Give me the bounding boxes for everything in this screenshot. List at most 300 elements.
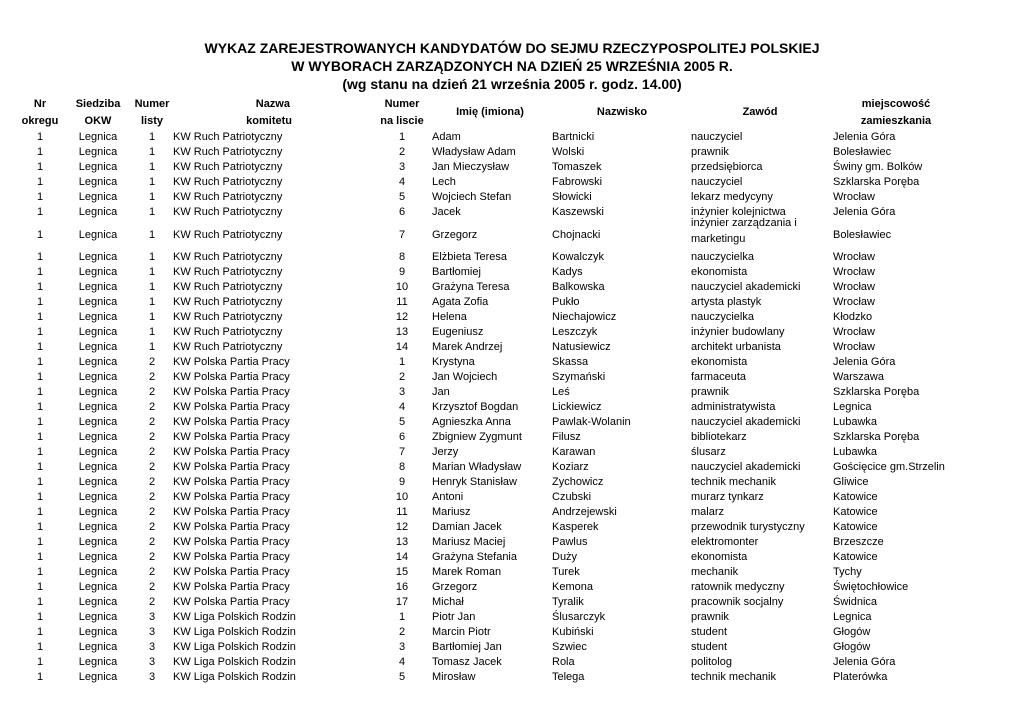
cell-nazwisko: Tyralik [552,596,584,608]
cell-nr-okregu: 1 [36,206,44,218]
cell-siedziba: Legnica [78,401,118,413]
cell-imie: Grzegorz [432,581,478,593]
cell-imie: Helena [432,311,467,323]
cell-siedziba: Legnica [78,611,118,623]
cell-nr-okregu: 1 [36,266,44,278]
cell-nr-okregu: 1 [36,656,44,668]
cell-numer-listy: 2 [148,551,156,563]
cell-nr-okregu: 1 [36,131,44,143]
cell-nazwisko: Wolski [552,146,585,158]
cell-nazwa-komitetu: KW Ruch Patriotyczny [173,191,283,203]
header-miejscowosc-line1: miejscowość [861,98,931,110]
cell-zawod: prawnik [691,146,729,158]
cell-nazwa-komitetu: KW Polska Partia Pracy [173,461,290,473]
cell-numer-listy: 2 [148,581,156,593]
cell-numer-na-liscie: 2 [398,626,406,638]
cell-numer-listy: 2 [148,476,156,488]
cell-numer-na-liscie: 6 [398,431,406,443]
cell-nazwisko: Chojnacki [552,229,601,241]
cell-nazwa-komitetu: KW Polska Partia Pracy [173,371,290,383]
cell-nr-okregu: 1 [36,476,44,488]
cell-nr-okregu: 1 [36,401,44,413]
cell-numer-na-liscie: 5 [398,671,406,683]
cell-siedziba: Legnica [78,551,118,563]
cell-numer-listy: 1 [148,206,156,218]
title-line-1: WYKAZ ZAREJESTROWANYCH KANDYDATÓW DO SEJMU RZECZYPOSPOLITEJ POLSKIEJ [204,40,820,56]
cell-imie: Władysław Adam [432,146,516,158]
cell-numer-na-liscie: 8 [398,251,406,263]
cell-numer-listy: 2 [148,416,156,428]
cell-numer-na-liscie: 5 [398,191,406,203]
cell-siedziba: Legnica [78,371,118,383]
cell-zawod: architekt urbanista [691,341,781,353]
cell-nazwa-komitetu: KW Polska Partia Pracy [173,536,290,548]
cell-nazwa-komitetu: KW Polska Partia Pracy [173,491,290,503]
cell-numer-listy: 2 [148,506,156,518]
cell-imie: Michał [432,596,464,608]
cell-nazwa-komitetu: KW Ruch Patriotyczny [173,296,283,308]
cell-numer-na-liscie: 15 [395,566,409,578]
cell-nazwa-komitetu: KW Polska Partia Pracy [173,356,290,368]
cell-numer-listy: 2 [148,446,156,458]
cell-siedziba: Legnica [78,356,118,368]
cell-miejscowosc: Jelenia Góra [833,356,896,368]
cell-miejscowosc: Jelenia Góra [833,206,896,218]
cell-nazwa-komitetu: KW Ruch Patriotyczny [173,131,283,143]
cell-nr-okregu: 1 [36,551,44,563]
cell-nazwa-komitetu: KW Liga Polskich Rodzin [173,656,296,668]
cell-nazwisko: Leszczyk [552,326,598,338]
cell-zawod: ślusarz [691,446,726,458]
cell-nr-okregu: 1 [36,326,44,338]
cell-nazwa-komitetu: KW Liga Polskich Rodzin [173,671,296,683]
cell-nazwa-komitetu: KW Ruch Patriotyczny [173,326,283,338]
cell-imie: Eugeniusz [432,326,484,338]
cell-numer-listy: 3 [148,656,156,668]
cell-miejscowosc: Katowice [833,491,878,503]
cell-nazwa-komitetu: KW Ruch Patriotyczny [173,229,283,241]
cell-numer-listy: 1 [148,281,156,293]
cell-zawod: bibliotekarz [691,431,747,443]
cell-nazwisko: Kadys [552,266,583,278]
cell-miejscowosc: Bolesławiec [833,229,892,241]
header-imie: Imię (imiona) [456,106,524,118]
header-nr-okregu-line2: okregu [21,115,59,127]
cell-siedziba: Legnica [78,326,118,338]
cell-numer-na-liscie: 4 [398,401,406,413]
cell-siedziba: Legnica [78,281,118,293]
header-numer-na-liscie-line2: na liscie [380,115,424,127]
cell-numer-na-liscie: 14 [395,341,409,353]
cell-numer-na-liscie: 12 [395,521,409,533]
cell-nazwa-komitetu: KW Polska Partia Pracy [173,506,290,518]
cell-nazwa-komitetu: KW Ruch Patriotyczny [173,281,283,293]
cell-zawod: ekonomista [691,266,748,278]
cell-nr-okregu: 1 [36,581,44,593]
cell-numer-listy: 2 [148,401,156,413]
cell-miejscowosc: Szklarska Poręba [833,431,920,443]
cell-nr-okregu: 1 [36,296,44,308]
cell-siedziba: Legnica [78,131,118,143]
cell-nazwisko: Czubski [552,491,592,503]
header-miejscowosc-line2: zamieszkania [860,115,932,127]
cell-miejscowosc: Szklarska Poręba [833,176,920,188]
cell-nazwisko: Kubiński [552,626,594,638]
cell-imie: Bartłomiej Jan [432,641,502,653]
cell-miejscowosc: Świętochłowice [833,581,909,593]
cell-zawod: prawnik [691,611,729,623]
cell-miejscowosc: Świny gm. Bolków [833,161,923,173]
cell-numer-na-liscie: 7 [398,446,406,458]
cell-imie: Agnieszka Anna [432,416,511,428]
cell-imie: Adam [432,131,461,143]
cell-miejscowosc: Katowice [833,506,878,518]
cell-numer-listy: 3 [148,671,156,683]
cell-miejscowosc: Katowice [833,521,878,533]
cell-imie: Grzegorz [432,229,478,241]
cell-nr-okregu: 1 [36,431,44,443]
cell-nr-okregu: 1 [36,536,44,548]
cell-numer-na-liscie: 3 [398,386,406,398]
cell-zawod: student [691,626,728,638]
cell-numer-na-liscie: 10 [395,491,409,503]
header-numer-listy-line1: Numer [134,98,170,110]
cell-zawod: politolog [691,656,732,668]
cell-numer-na-liscie: 12 [395,311,409,323]
cell-nazwa-komitetu: KW Ruch Patriotyczny [173,206,283,218]
cell-siedziba: Legnica [78,476,118,488]
cell-nazwisko: Słowicki [552,191,592,203]
cell-numer-listy: 3 [148,641,156,653]
cell-imie: Mariusz [432,506,471,518]
cell-nazwisko: Natusiewicz [552,341,611,353]
cell-numer-listy: 1 [148,176,156,188]
cell-miejscowosc: Warszawa [833,371,884,383]
cell-miejscowosc: Platerówka [833,671,888,683]
cell-miejscowosc: Szklarska Poręba [833,386,920,398]
title-line-3: (wg stanu na dzień 21 września 2005 r. godz. 14.00) [342,76,682,92]
cell-zawod [691,215,831,247]
header-numer-na-liscie-line1: Numer [384,98,420,110]
header-nazwisko: Nazwisko [596,106,648,118]
cell-nazwisko: Karawan [552,446,596,458]
cell-nazwisko: Kaszewski [552,206,604,218]
cell-imie: Piotr Jan [432,611,476,623]
cell-miejscowosc: Wrocław [833,341,875,353]
cell-zawod: nauczyciel akademicki [691,461,801,473]
cell-nr-okregu: 1 [36,251,44,263]
cell-siedziba: Legnica [78,251,118,263]
cell-siedziba: Legnica [78,229,118,241]
cell-nr-okregu: 1 [36,566,44,578]
cell-nazwisko: Pawlak-Wolanin [552,416,631,428]
cell-zawod: technik mechanik [691,476,776,488]
cell-nr-okregu: 1 [36,491,44,503]
cell-siedziba: Legnica [78,566,118,578]
cell-miejscowosc: Głogów [833,626,871,638]
cell-numer-listy: 1 [148,341,156,353]
cell-imie: Elżbieta Teresa [432,251,508,263]
cell-imie: Krystyna [432,356,475,368]
cell-nr-okregu: 1 [36,626,44,638]
cell-nazwa-komitetu: KW Polska Partia Pracy [173,416,290,428]
cell-miejscowosc: Kłodzko [833,311,873,323]
cell-nazwisko: Balkowska [552,281,605,293]
cell-nr-okregu: 1 [36,671,44,683]
cell-miejscowosc: Brzeszcze [833,536,884,548]
cell-nr-okregu: 1 [36,356,44,368]
cell-numer-na-liscie: 3 [398,641,406,653]
cell-siedziba: Legnica [78,386,118,398]
cell-imie: Lech [432,176,456,188]
cell-nr-okregu: 1 [36,416,44,428]
cell-nazwisko: Lickiewicz [552,401,602,413]
cell-imie: Jacek [432,206,461,218]
cell-nazwisko: Bartnicki [552,131,595,143]
cell-numer-na-liscie: 5 [398,416,406,428]
cell-siedziba: Legnica [78,656,118,668]
cell-numer-listy: 1 [148,251,156,263]
cell-miejscowosc: Wrocław [833,296,875,308]
cell-siedziba: Legnica [78,506,118,518]
cell-numer-na-liscie: 13 [395,326,409,338]
cell-nazwa-komitetu: KW Polska Partia Pracy [173,521,290,533]
cell-zawod: przewodnik turystyczny [691,521,805,533]
cell-nr-okregu: 1 [36,641,44,653]
cell-nazwa-komitetu: KW Ruch Patriotyczny [173,176,283,188]
cell-nazwa-komitetu: KW Liga Polskich Rodzin [173,626,296,638]
cell-siedziba: Legnica [78,296,118,308]
cell-imie: Jerzy [432,446,459,458]
cell-nr-okregu: 1 [36,521,44,533]
cell-numer-listy: 1 [148,146,156,158]
cell-numer-na-liscie: 1 [398,131,406,143]
cell-zawod: student [691,641,728,653]
cell-zawod: lekarz medycyny [691,191,773,203]
cell-imie: Mirosław [432,671,476,683]
cell-nr-okregu: 1 [36,506,44,518]
cell-nazwisko: Pawlus [552,536,588,548]
cell-imie: Krzysztof Bogdan [432,401,519,413]
cell-imie: Antoni [432,491,464,503]
cell-numer-na-liscie: 2 [398,371,406,383]
cell-numer-na-liscie: 11 [396,296,408,308]
cell-numer-listy: 2 [148,431,156,443]
cell-nazwa-komitetu: KW Ruch Patriotyczny [173,311,283,323]
cell-miejscowosc: Lubawka [833,446,878,458]
cell-nazwisko: Szwiec [552,641,587,653]
cell-nazwisko: Ślusarczyk [552,611,606,623]
cell-miejscowosc: Wrocław [833,266,875,278]
cell-siedziba: Legnica [78,626,118,638]
cell-nazwa-komitetu: KW Polska Partia Pracy [173,386,290,398]
cell-zawod: ekonomista [691,356,748,368]
cell-miejscowosc: Legnica [833,401,872,413]
cell-numer-na-liscie: 14 [395,551,409,563]
cell-imie: Mariusz Maciej [432,536,506,548]
cell-nr-okregu: 1 [36,461,44,473]
cell-zawod: nauczyciel akademicki [691,416,801,428]
header-numer-listy-line2: listy [140,115,163,127]
cell-nazwisko: Koziarz [552,461,589,473]
cell-zawod: technik mechanik [691,671,776,683]
cell-numer-na-liscie: 16 [395,581,409,593]
cell-nazwa-komitetu: KW Polska Partia Pracy [173,476,290,488]
cell-nazwisko: Leś [552,386,570,398]
header-siedziba-line2: OKW [84,115,112,127]
cell-nazwisko: Fabrowski [552,176,603,188]
cell-nazwa-komitetu: KW Liga Polskich Rodzin [173,611,296,623]
cell-siedziba: Legnica [78,446,118,458]
cell-numer-na-liscie: 1 [398,611,406,623]
cell-nazwa-komitetu: KW Polska Partia Pracy [173,581,290,593]
cell-numer-na-liscie: 9 [398,476,406,488]
cell-nazwa-komitetu: KW Ruch Patriotyczny [173,161,283,173]
cell-numer-listy: 1 [148,191,156,203]
cell-nazwisko: Tomaszek [552,161,602,173]
cell-imie: Henryk Stanisław [432,476,517,488]
cell-numer-na-liscie: 1 [398,356,406,368]
cell-imie: Jan [432,386,450,398]
cell-imie: Grażyna Teresa [432,281,510,293]
cell-zawod: mechanik [691,566,739,578]
cell-miejscowosc: Bolesławiec [833,146,892,158]
cell-numer-listy: 1 [148,131,156,143]
cell-miejscowosc: Gościęcice gm.Strzelin [833,461,945,473]
cell-nazwisko: Duży [552,551,578,563]
cell-siedziba: Legnica [78,461,118,473]
cell-miejscowosc: Katowice [833,551,878,563]
cell-nazwa-komitetu: KW Ruch Patriotyczny [173,266,283,278]
cell-imie: Marek Andrzej [432,341,503,353]
cell-nr-okregu: 1 [36,371,44,383]
cell-nazwisko: Turek [552,566,580,578]
cell-siedziba: Legnica [78,491,118,503]
cell-zawod: przedsiębiorca [691,161,763,173]
cell-siedziba: Legnica [78,416,118,428]
cell-numer-na-liscie: 3 [398,161,406,173]
cell-nazwisko: Andrzejewski [552,506,617,518]
cell-miejscowosc: Jelenia Góra [833,131,896,143]
cell-numer-na-liscie: 7 [398,229,406,241]
cell-nazwa-komitetu: KW Polska Partia Pracy [173,551,290,563]
cell-zawod: nauczyciel akademicki [691,281,801,293]
cell-zawod-line: inżynier zarządzania i [691,217,797,229]
cell-numer-na-liscie: 17 [395,596,409,608]
cell-zawod: ekonomista [691,551,748,563]
cell-miejscowosc: Legnica [833,611,872,623]
cell-siedziba: Legnica [78,266,118,278]
cell-numer-listy: 1 [148,161,156,173]
cell-nr-okregu: 1 [36,161,44,173]
cell-numer-na-liscie: 2 [398,146,406,158]
cell-numer-na-liscie: 6 [398,206,406,218]
cell-imie: Zbigniew Zygmunt [432,431,522,443]
cell-nazwa-komitetu: KW Polska Partia Pracy [173,446,290,458]
cell-numer-listy: 1 [148,296,156,308]
cell-zawod: farmaceuta [691,371,747,383]
cell-zawod: artysta plastyk [691,296,762,308]
cell-imie: Tomasz Jacek [432,656,502,668]
cell-nazwisko: Szymański [552,371,606,383]
cell-numer-listy: 3 [148,611,156,623]
cell-nr-okregu: 1 [36,191,44,203]
cell-zawod-line: marketingu [691,233,746,245]
cell-siedziba: Legnica [78,161,118,173]
cell-siedziba: Legnica [78,311,118,323]
cell-numer-listy: 2 [148,371,156,383]
cell-nazwisko: Filusz [552,431,581,443]
cell-miejscowosc: Wrocław [833,251,875,263]
cell-miejscowosc: Wrocław [833,281,875,293]
cell-nr-okregu: 1 [36,341,44,353]
cell-siedziba: Legnica [78,671,118,683]
cell-miejscowosc: Głogów [833,641,871,653]
header-nazwa-line2: komitetu [246,115,292,127]
cell-zawod: nauczycielka [691,311,754,323]
cell-siedziba: Legnica [78,431,118,443]
cell-nr-okregu: 1 [36,281,44,293]
cell-numer-na-liscie: 4 [398,656,406,668]
cell-numer-na-liscie: 10 [395,281,409,293]
cell-numer-listy: 1 [148,311,156,323]
cell-siedziba: Legnica [78,596,118,608]
cell-zawod: nauczyciel [691,176,743,188]
cell-miejscowosc: Gliwice [833,476,869,488]
cell-siedziba: Legnica [78,176,118,188]
cell-zawod: administratywista [691,401,776,413]
cell-numer-na-liscie: 11 [396,506,408,518]
cell-miejscowosc: Wrocław [833,191,875,203]
cell-nr-okregu: 1 [36,596,44,608]
cell-numer-listy: 2 [148,521,156,533]
cell-numer-na-liscie: 8 [398,461,406,473]
cell-siedziba: Legnica [78,521,118,533]
cell-imie: Marek Roman [432,566,502,578]
cell-siedziba: Legnica [78,341,118,353]
cell-siedziba: Legnica [78,581,118,593]
cell-imie: Bartłomiej [432,266,481,278]
cell-nr-okregu: 1 [36,611,44,623]
header-zawod: Zawód [742,106,778,118]
cell-numer-listy: 2 [148,596,156,608]
cell-nazwa-komitetu: KW Polska Partia Pracy [173,401,290,413]
cell-miejscowosc: Lubawka [833,416,878,428]
cell-numer-listy: 2 [148,566,156,578]
cell-siedziba: Legnica [78,641,118,653]
cell-numer-listy: 1 [148,229,156,241]
cell-nr-okregu: 1 [36,146,44,158]
cell-numer-listy: 2 [148,356,156,368]
cell-nr-okregu: 1 [36,386,44,398]
cell-numer-na-liscie: 4 [398,176,406,188]
cell-nazwa-komitetu: KW Polska Partia Pracy [173,596,290,608]
cell-nazwisko: Zychowicz [552,476,604,488]
header-nr-okregu-line1: Nr [33,98,47,110]
cell-siedziba: Legnica [78,146,118,158]
cell-numer-listy: 3 [148,626,156,638]
cell-imie: Wojciech Stefan [432,191,512,203]
cell-zawod: nauczyciel [691,131,743,143]
cell-miejscowosc: Świdnica [833,596,878,608]
cell-nr-okregu: 1 [36,446,44,458]
cell-nazwa-komitetu: KW Ruch Patriotyczny [173,251,283,263]
cell-siedziba: Legnica [78,206,118,218]
cell-nazwisko: Niechajowicz [552,311,617,323]
cell-numer-listy: 2 [148,461,156,473]
cell-nazwisko: Rola [552,656,575,668]
cell-nazwisko: Kasperek [552,521,599,533]
